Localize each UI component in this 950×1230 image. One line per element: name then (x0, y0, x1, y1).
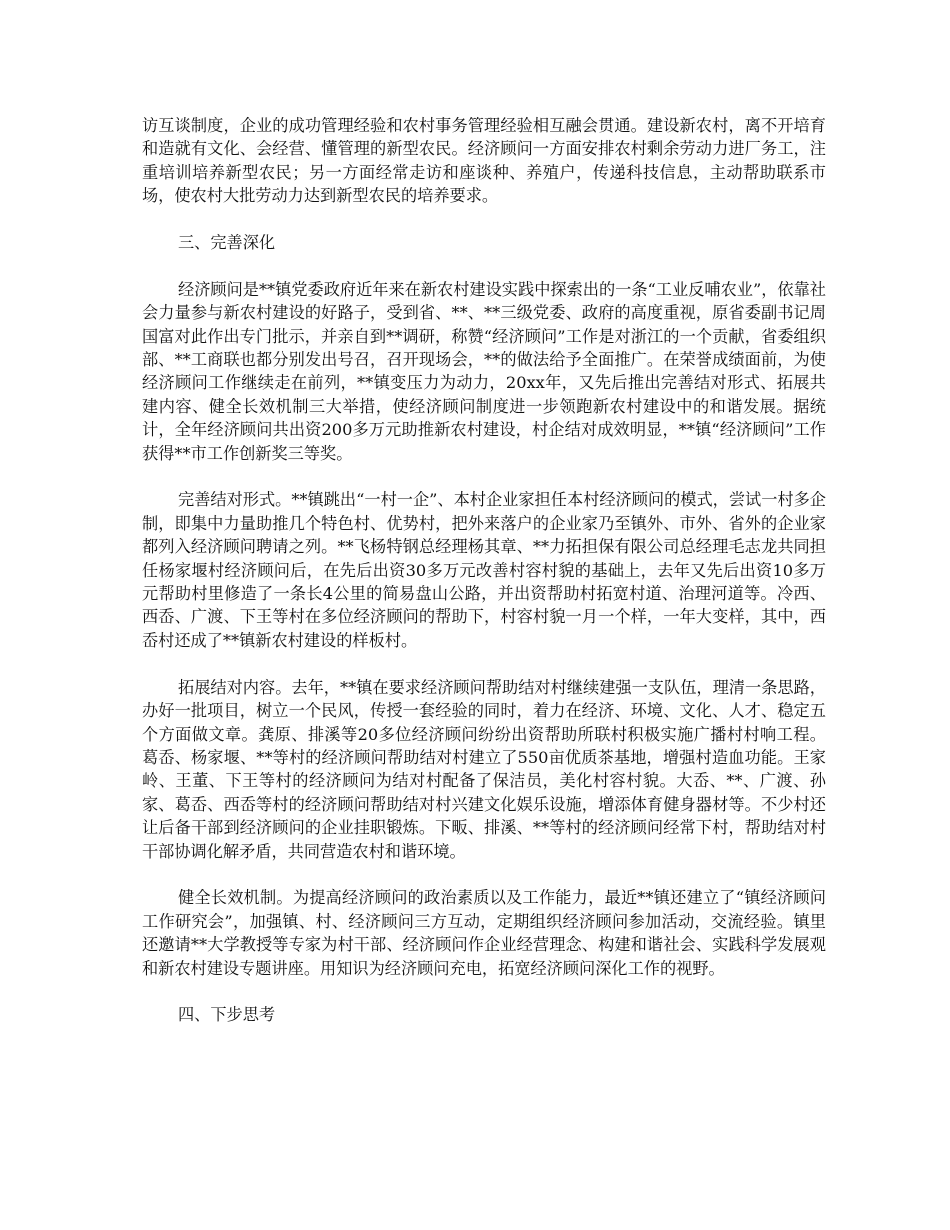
paragraph-gap (142, 208, 826, 231)
paragraph-gap (142, 254, 826, 277)
paragraph-overview: 经济顾问是**镇党委政府近年来在新农村建设实践中探索出的一条“工业反哺农业”，依靠社会力量参与新农村建设的好路子，受到省、**、**三级党委、政府的高度重视，原省委副书记周国富对此作出专门批示，并亲自到**调研，称赞“经济顾问”工作是对浙江的一个贡献，省委组织部、**工商联也都分别发出号召，召开现场会，**的做法给予全面推广。在荣誉成绩面前，为使经济顾问工作继续走在前列，**镇变压力为动力，20xx年，又先后推出完善结对形式、拓展共建内容、健全长效机制三大举措，使经济顾问制度进一步领跑新农村建设中的和谐发展。据统计，全年经济顾问共出资200多万元助推新农村建设，村企结对成效明显，**镇“经济顾问”工作获得**市工作创新奖三等奖。 (142, 279, 826, 463)
section-heading-3: 三、完善深化 (178, 233, 276, 253)
paragraph-long-term-mechanism: 健全长效机制。为提高经济顾问的政治素质以及工作能力，最近**镇还建立了“镇经济顾问工作研究会”，加强镇、村、经济顾问三方互动，定期组织经济顾问参加活动，交流经验。镇里还邀请**大学教授等专家为村干部、经济顾问作企业经营理念、构建和谐社会、实践科学发展观和新农村建设专题讲座。用知识为经济顾问充电，拓宽经济顾问深化工作的视野。 (142, 888, 826, 978)
paragraph-gap (142, 980, 826, 1003)
paragraph-continuation: 访互谈制度，企业的成功管理经验和农村事务管理经验相互融会贯通。建设新农村，离不开培育和造就有文化、会经营、懂管理的新型农民。经济顾问一方面安排农村剩余劳动力进厂务工，注重培训培养新型农民；另一方面经常走访和座谈种、养殖户，传递科技信息，主动帮助联系市场，使农村大批劳动力达到新型农民的培养要求。 (142, 116, 826, 206)
paragraph-gap (142, 863, 826, 886)
paragraph-gap (142, 465, 826, 488)
paragraph-gap (142, 652, 826, 675)
paragraph-pairing-form: 完善结对形式。**镇跳出“一村一企”、本村企业家担任本村经济顾问的模式，尝试一村多企制，即集中力量助推几个特色村、优势村，把外来落户的企业家乃至镇外、市外、省外的企业家都列入经济顾问聘请之列。**飞杨特钢总经理杨其章、**力拓担保有限公司总经理毛志龙共同担任杨家堰村经济顾问后，在先后出资30多万元改善村容村貌的基础上，去年又先后出资10多万元帮助村里修造了一条长4公里的简易盘山公路，并出资帮助村拓宽村道、治理河道等。冷西、西岙、广渡、下王等村在多位经济顾问的帮助下，村容村貌一月一个样，一年大变样，其中，西岙村还成了**镇新农村建设的样板村。 (142, 490, 826, 650)
section-heading-4: 四、下步思考 (178, 1005, 276, 1025)
paragraph-pairing-content: 拓展结对内容。去年，**镇在要求经济顾问帮助结对村继续建强一支队伍，理清一条思路，办好一批项目，树立一个民风，传授一套经验的同时，着力在经济、环境、文化、人才、稳定五个方面做文章。龚原、排溪等20多位经济顾问纷纷出资帮助所联村积极实施广播村村响工程。葛岙、杨家堰、**等村的经济顾问帮助结对村建立了550亩优质茶基地，增强村造血功能。王家岭、王董、下王等村的经济顾问为结对村配备了保洁员，美化村容村貌。大岙、**、广渡、孙家、葛岙、西岙等村的经济顾问帮助结对村兴建文化娱乐设施，增添体育健身器材等。不少村还让后备干部到经济顾问的企业挂职锻炼。下畈、排溪、**等村的经济顾问经常下村，帮助结对村干部协调化解矛盾，共同营造农村和谐环境。 (142, 677, 826, 861)
document-body (142, 114, 826, 1027)
